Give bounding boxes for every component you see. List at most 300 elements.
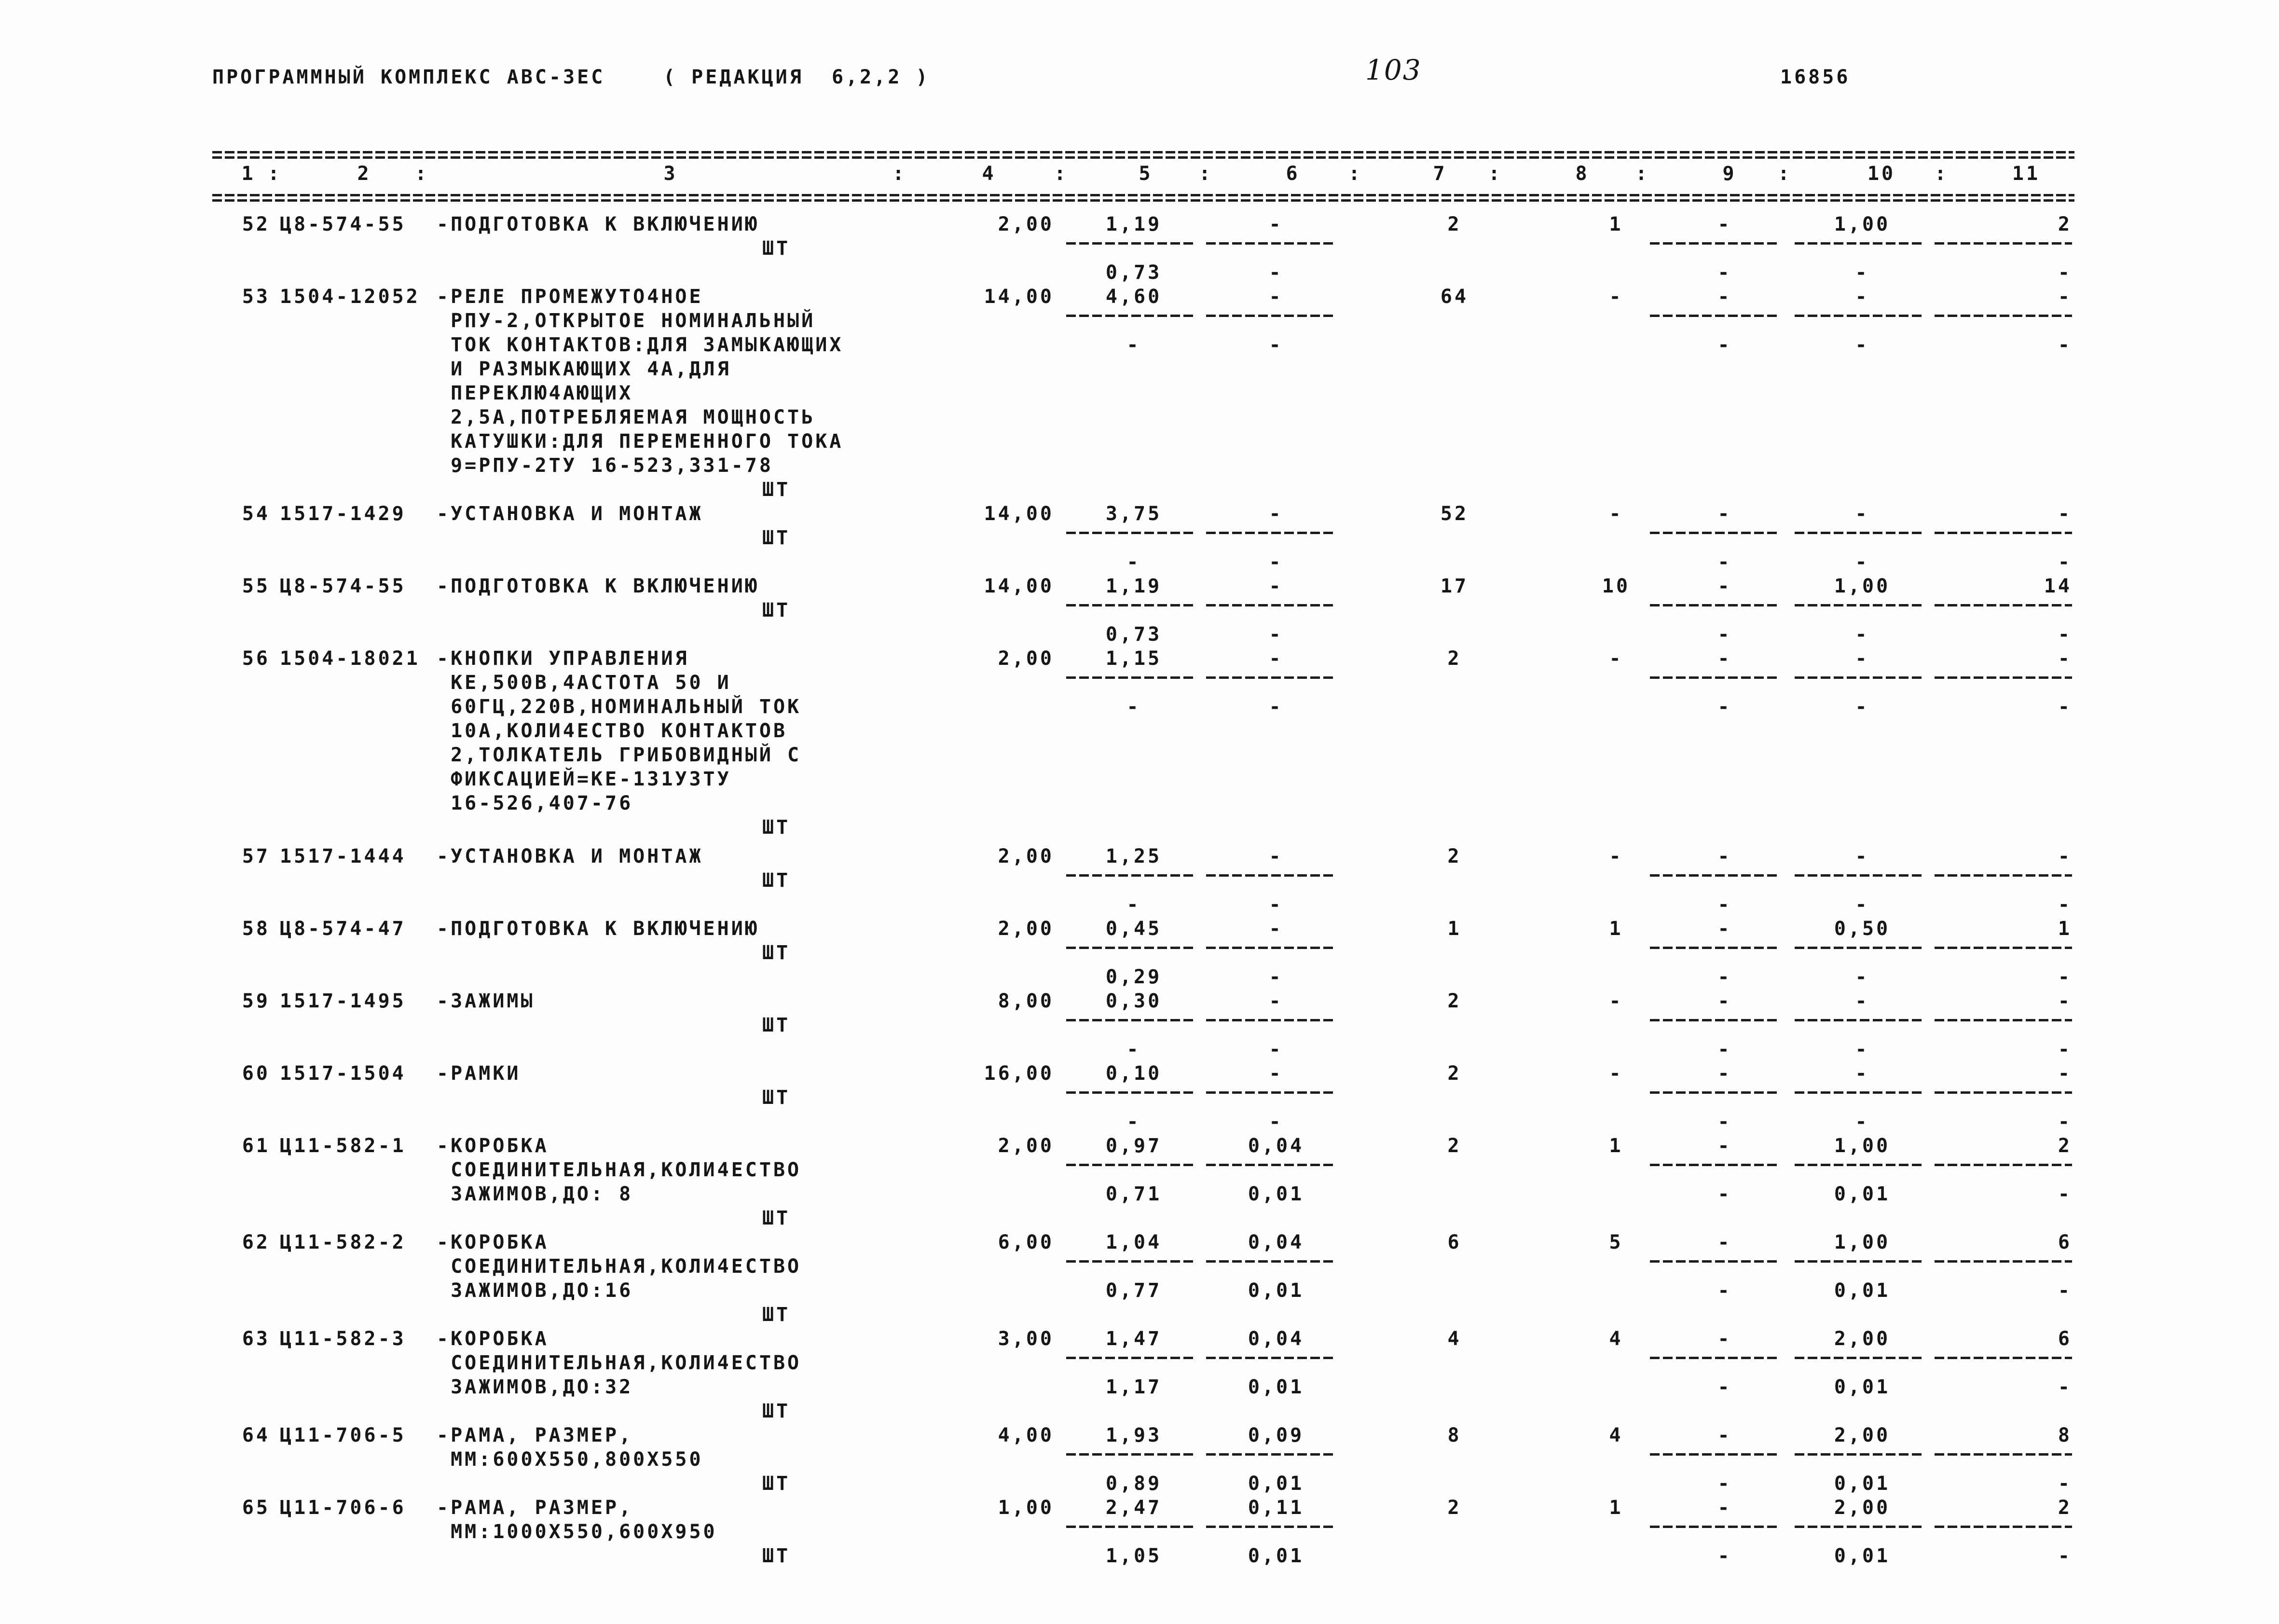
row-col11-value: - [2058,990,2072,1012]
value-divider [1935,1260,2072,1263]
row-name-line: ЗАЖИМОВ,ДО:16 [437,1280,633,1302]
row-col9-sub-value: - [1717,261,1732,284]
value-divider [1935,1357,2072,1359]
value-divider [1206,1453,1336,1456]
row-col5-sub-value: - [1126,1111,1141,1133]
row-col5-sub-value: - [1126,551,1141,573]
row-col6-sub-value: - [1269,696,1283,718]
row-quantity: 1,00 [998,1497,1054,1519]
value-divider [1795,1164,1925,1166]
row-number: 64 [242,1424,270,1446]
column-separator: : [1054,163,1069,185]
row-col9-value: - [1717,213,1732,235]
row-col5-value: 2,47 [1105,1497,1162,1519]
row-unit: ШТ [762,869,791,892]
row-col11-sub-value: - [2058,1038,2072,1060]
row-quantity: 2,00 [998,1135,1054,1157]
header-bottom-rule [212,194,2074,196]
row-col10-sub-value: - [1855,696,1869,718]
row-col5-sub-value: - [1126,696,1141,718]
row-col5-sub-value: 0,77 [1105,1280,1162,1302]
row-col10-value: - [1855,990,1869,1012]
row-code: 1517-1444 [280,845,406,867]
row-col7-value: 64 [1440,286,1469,308]
column-separator: : [268,163,282,185]
value-divider [1206,1019,1336,1021]
row-col11-sub-value: - [2058,1545,2072,1567]
row-col7-value: 17 [1440,575,1469,597]
value-divider [1066,1091,1196,1094]
row-col9-sub-value: - [1717,1473,1732,1495]
row-col6-value: - [1269,503,1283,525]
row-col9-value: - [1717,1328,1732,1350]
row-col10-value: 2,00 [1834,1424,1891,1446]
row-col6-value: - [1269,990,1283,1012]
row-col9-sub-value: - [1717,1038,1732,1060]
value-divider [1935,676,2072,679]
value-divider [1066,315,1196,317]
row-name-line: СОЕДИНИТЕЛЬНАЯ,КОЛИ4ЕСТВО [437,1159,802,1181]
column-separator: : [1635,163,1650,185]
row-col6-sub-value: 0,01 [1248,1183,1304,1205]
value-divider [1935,242,2072,245]
row-col9-sub-value: - [1717,894,1732,916]
row-name-line: 2,5А,ПОТРЕБЛЯЕМАЯ МОЩНОСТЬ [437,406,816,428]
page-number: 103 [1365,54,1422,86]
value-divider [1795,874,1925,877]
row-number: 58 [242,918,270,940]
value-divider [1206,1091,1336,1094]
row-code: 1517-1429 [280,503,406,525]
row-name-line: 16-526,407-76 [437,792,633,814]
row-name-line: ПЕРЕКЛЮ4АЮЩИХ [437,382,633,404]
row-col6-sub-value: - [1269,261,1283,284]
row-name-line: 60ГЦ,220В,НОМИНАЛЬНЫЙ ТОК [437,696,802,718]
row-col5-value: 1,47 [1105,1328,1162,1350]
row-col11-value: - [2058,647,2072,670]
row-name-line: 10А,КОЛИ4ЕСТВО КОНТАКТОВ [437,720,788,742]
row-col6-sub-value: - [1269,551,1283,573]
row-col6-sub-value: - [1269,1111,1283,1133]
row-col10-sub-value: - [1855,894,1869,916]
row-number: 55 [242,575,270,597]
row-col11-sub-value: - [2058,894,2072,916]
row-col10-value: 1,00 [1834,1135,1891,1157]
row-col5-value: 0,30 [1105,990,1162,1012]
row-unit: ШТ [762,1087,791,1109]
column-separator: : [1488,163,1503,185]
row-number: 56 [242,647,270,670]
value-divider [1650,242,1780,245]
row-col7-value: 2 [1447,1497,1462,1519]
column-number: 7 [1433,163,1447,185]
column-separator: : [892,163,907,185]
row-name-line: РПУ-2,ОТКРЫТОЕ НОМИНАЛЬНЫЙ [437,310,816,332]
row-col9-value: - [1717,845,1732,867]
row-number: 57 [242,845,270,867]
column-number: 10 [1867,163,1896,185]
value-divider [1066,242,1196,245]
row-code: 1517-1504 [280,1062,406,1085]
row-quantity: 14,00 [984,286,1054,308]
row-col5-value: 1,25 [1105,845,1162,867]
row-col9-sub-value: - [1717,1376,1732,1398]
row-number: 59 [242,990,270,1012]
row-col10-sub-value: - [1855,1111,1869,1133]
value-divider [1935,1019,2072,1021]
row-col6-value: 0,11 [1248,1497,1304,1519]
row-unit: ШТ [762,942,791,964]
program-edition: ( РЕДАКЦИЯ 6,2,2 ) [663,66,930,88]
row-col11-sub-value: - [2058,1183,2072,1205]
row-name-line: ФИКСАЦИЕЙ=КЕ-131У3ТУ [437,768,731,790]
value-divider [1066,532,1196,534]
row-col11-sub-value: - [2058,261,2072,284]
row-unit: ШТ [762,1400,791,1422]
row-col5-sub-value: - [1126,1038,1141,1060]
row-col5-sub-value: 0,73 [1105,261,1162,284]
row-name-line: КАТУШКИ:ДЛЯ ПЕРЕМЕННОГО ТОКА [437,430,844,453]
value-divider [1935,1526,2072,1528]
row-quantity: 16,00 [984,1062,1054,1085]
row-col8-value: 1 [1609,918,1623,940]
row-col8-value: - [1609,845,1623,867]
row-col9-sub-value: - [1717,966,1732,988]
row-name-line: -РАМКИ [437,1062,521,1085]
row-name-line: -РАМА, РАЗМЕР, [437,1424,633,1446]
row-name-line: ЗАЖИМОВ,ДО: 8 [437,1183,633,1205]
row-col11-value: 14 [2044,575,2072,597]
row-col11-value: 8 [2058,1424,2072,1446]
row-name-line: -УСТАНОВКА И МОНТАЖ [437,845,703,867]
row-col8-value: 1 [1609,1497,1623,1519]
column-number: 8 [1575,163,1590,185]
row-col7-value: 2 [1447,1062,1462,1085]
row-col10-value: 1,00 [1834,575,1891,597]
row-name-line: ММ:1000Х550,600Х950 [437,1521,717,1543]
row-name-line: -УСТАНОВКА И МОНТАЖ [437,503,703,525]
column-number: 6 [1286,163,1300,185]
table-top-rule [212,151,2074,153]
row-quantity: 2,00 [998,845,1054,867]
row-number: 65 [242,1497,270,1519]
row-name-line: ЗАЖИМОВ,ДО:32 [437,1376,633,1398]
row-col7-value: 2 [1447,647,1462,670]
row-col11-value: 2 [2058,1497,2072,1519]
row-col10-value: - [1855,286,1869,308]
value-divider [1650,1526,1780,1528]
row-unit: ШТ [762,816,791,839]
value-divider [1206,1357,1336,1359]
row-col7-value: 52 [1440,503,1469,525]
column-number: 2 [357,163,371,185]
row-col6-sub-value: - [1269,334,1283,356]
row-col6-value: 0,04 [1248,1231,1304,1253]
row-number: 61 [242,1135,270,1157]
row-col10-value: 2,00 [1834,1328,1891,1350]
value-divider [1795,1019,1925,1021]
row-name-line: 9=РПУ-2ТУ 16-523,331-78 [437,454,773,477]
table-top-rule-2 [212,156,2074,159]
value-divider [1206,874,1336,877]
value-divider [1066,1164,1196,1166]
row-col11-sub-value: - [2058,334,2072,356]
row-code: Ц11-706-5 [280,1424,406,1446]
row-col9-value: - [1717,575,1732,597]
column-number: 11 [2012,163,2041,185]
row-col5-value: 4,60 [1105,286,1162,308]
row-unit: ШТ [762,237,791,260]
row-col5-value: 0,97 [1105,1135,1162,1157]
row-unit: ШТ [762,599,791,621]
row-col10-sub-value: 0,01 [1834,1280,1891,1302]
value-divider [1206,604,1336,606]
row-col5-value: 1,19 [1105,213,1162,235]
row-col5-sub-value: 1,05 [1105,1545,1162,1567]
row-name-line: -КНОПКИ УПРАВЛЕНИЯ [437,647,689,670]
row-col6-value: 0,04 [1248,1328,1304,1350]
value-divider [1935,1164,2072,1166]
row-col8-value: - [1609,1062,1623,1085]
row-col9-sub-value: - [1717,551,1732,573]
value-divider [1935,1091,2072,1094]
row-code: Ц11-706-6 [280,1497,406,1519]
value-divider [1795,947,1925,949]
value-divider [1206,1164,1336,1166]
row-col6-sub-value: - [1269,966,1283,988]
row-col11-value: 2 [2058,213,2072,235]
row-col6-sub-value: - [1269,623,1283,646]
row-col5-value: 1,93 [1105,1424,1162,1446]
row-col11-value: - [2058,286,2072,308]
row-name-line: СОЕДИНИТЕЛЬНАЯ,КОЛИ4ЕСТВО [437,1352,802,1374]
value-divider [1650,1453,1780,1456]
value-divider [1935,1453,2072,1456]
value-divider [1795,1260,1925,1263]
row-col10-sub-value: 0,01 [1834,1376,1891,1398]
value-divider [1066,604,1196,606]
value-divider [1795,1091,1925,1094]
row-col11-value: - [2058,1062,2072,1085]
value-divider [1206,315,1336,317]
row-code: 1504-18021 [280,647,420,670]
value-divider [1066,1453,1196,1456]
row-col8-value: - [1609,647,1623,670]
row-col11-value: 6 [2058,1328,2072,1350]
row-col11-sub-value: - [2058,1376,2072,1398]
row-col6-value: - [1269,647,1283,670]
row-unit: ШТ [762,1304,791,1326]
row-col9-sub-value: - [1717,1545,1732,1567]
row-number: 52 [242,213,270,235]
row-code: Ц8-574-55 [280,575,406,597]
row-col9-value: - [1717,1497,1732,1519]
row-name-line: -КОРОБКА [437,1328,549,1350]
row-col10-value: - [1855,1062,1869,1085]
program-title: ПРОГРАММНЫЙ КОМПЛЕКС АВС-3ЕС [212,66,605,88]
value-divider [1935,315,2072,317]
row-col6-sub-value: 0,01 [1248,1280,1304,1302]
value-divider [1650,604,1780,606]
value-divider [1935,532,2072,534]
row-code: Ц11-582-2 [280,1231,406,1253]
row-col11-value: 2 [2058,1135,2072,1157]
row-col7-value: 6 [1447,1231,1462,1253]
value-divider [1066,676,1196,679]
row-col10-value: - [1855,503,1869,525]
row-col5-value: 1,15 [1105,647,1162,670]
row-col7-value: 2 [1447,213,1462,235]
row-col5-value: 3,75 [1105,503,1162,525]
row-col5-sub-value: 0,71 [1105,1183,1162,1205]
value-divider [1795,1453,1925,1456]
row-number: 63 [242,1328,270,1350]
row-col11-sub-value: - [2058,966,2072,988]
row-code: Ц8-574-47 [280,918,406,940]
row-col6-sub-value: - [1269,1038,1283,1060]
row-number: 54 [242,503,270,525]
row-name-line: -КОРОБКА [437,1135,549,1157]
value-divider [1650,1357,1780,1359]
row-col6-value: 0,09 [1248,1424,1304,1446]
row-col10-sub-value: - [1855,966,1869,988]
row-col9-sub-value: - [1717,1111,1732,1133]
value-divider [1935,874,2072,877]
row-code: 1504-12052 [280,286,420,308]
value-divider [1066,1260,1196,1263]
row-col9-value: - [1717,647,1732,670]
row-number: 60 [242,1062,270,1085]
row-col6-sub-value: - [1269,894,1283,916]
row-col11-sub-value: - [2058,1111,2072,1133]
column-separator: : [415,163,429,185]
value-divider [1795,1357,1925,1359]
row-col8-value: - [1609,286,1623,308]
row-col10-value: 1,00 [1834,1231,1891,1253]
value-divider [1650,532,1780,534]
row-col10-sub-value: - [1855,551,1869,573]
row-col6-value: - [1269,918,1283,940]
row-col11-sub-value: - [2058,696,2072,718]
row-unit: ШТ [762,527,791,549]
column-number: 1 [241,163,256,185]
value-divider [1066,874,1196,877]
row-col10-sub-value: 0,01 [1834,1473,1891,1495]
row-col8-value: 5 [1609,1231,1623,1253]
row-quantity: 2,00 [998,647,1054,670]
row-col11-value: - [2058,503,2072,525]
value-divider [1935,947,2072,949]
row-col9-sub-value: - [1717,1183,1732,1205]
value-divider [1206,1260,1336,1263]
row-name-line: СОЕДИНИТЕЛЬНАЯ,КОЛИ4ЕСТВО [437,1255,802,1278]
column-number: 3 [663,163,678,185]
row-col8-value: 10 [1602,575,1631,597]
row-col10-value: 2,00 [1834,1497,1891,1519]
row-name-line: КЕ,500В,4АСТОТА 50 И [437,672,731,694]
value-divider [1935,604,2072,606]
row-col7-value: 2 [1447,1135,1462,1157]
row-col5-sub-value: 0,73 [1105,623,1162,646]
row-col8-value: 1 [1609,1135,1623,1157]
row-quantity: 14,00 [984,575,1054,597]
value-divider [1795,532,1925,534]
row-col10-sub-value: - [1855,623,1869,646]
row-number: 53 [242,286,270,308]
row-col9-value: - [1717,1135,1732,1157]
row-name-line: -ПОДГОТОВКА К ВКЛЮЧЕНИЮ [437,918,759,940]
value-divider [1795,1526,1925,1528]
value-divider [1206,947,1336,949]
row-col10-value: - [1855,845,1869,867]
row-name-line: -КОРОБКА [437,1231,549,1253]
row-col5-sub-value: - [1126,334,1141,356]
row-col6-value: - [1269,213,1283,235]
row-col5-value: 0,45 [1105,918,1162,940]
row-name-line: -ЗАЖИМЫ [437,990,535,1012]
row-col10-sub-value: - [1855,334,1869,356]
row-name-line: -РЕЛЕ ПРОМЕЖУТО4НОЕ [437,286,703,308]
row-col6-sub-value: 0,01 [1248,1376,1304,1398]
row-col5-sub-value: 0,89 [1105,1473,1162,1495]
row-col9-value: - [1717,1231,1732,1253]
value-divider [1650,1091,1780,1094]
row-quantity: 4,00 [998,1424,1054,1446]
row-col11-sub-value: - [2058,1473,2072,1495]
value-divider [1206,242,1336,245]
row-col5-sub-value: - [1126,894,1141,916]
row-col8-value: - [1609,990,1623,1012]
row-quantity: 8,00 [998,990,1054,1012]
row-col9-sub-value: - [1717,1280,1732,1302]
value-divider [1795,604,1925,606]
row-col8-value: 4 [1609,1424,1623,1446]
row-col9-value: - [1717,503,1732,525]
row-col6-sub-value: 0,01 [1248,1545,1304,1567]
row-col7-value: 1 [1447,918,1462,940]
row-col10-sub-value: - [1855,261,1869,284]
row-col10-sub-value: 0,01 [1834,1545,1891,1567]
value-divider [1206,676,1336,679]
row-col9-sub-value: - [1717,334,1732,356]
row-col9-sub-value: - [1717,696,1732,718]
value-divider [1206,532,1336,534]
row-col8-value: 4 [1609,1328,1623,1350]
value-divider [1795,676,1925,679]
row-quantity: 3,00 [998,1328,1054,1350]
document-number: 16856 [1780,66,1851,88]
row-unit: ШТ [762,1545,791,1567]
row-col9-value: - [1717,1424,1732,1446]
row-code: 1517-1495 [280,990,406,1012]
value-divider [1066,947,1196,949]
value-divider [1066,1526,1196,1528]
value-divider [1066,1019,1196,1021]
value-divider [1066,1357,1196,1359]
row-name-line: 2,ТОЛКАТЕЛЬ ГРИБОВИДНЫЙ С [437,744,802,766]
row-quantity: 2,00 [998,213,1054,235]
row-col5-sub-value: 0,29 [1105,966,1162,988]
row-col7-value: 2 [1447,990,1462,1012]
value-divider [1650,676,1780,679]
row-col6-value: - [1269,1062,1283,1085]
value-divider [1650,874,1780,877]
row-unit: ШТ [762,1207,791,1229]
row-col11-value: 1 [2058,918,2072,940]
row-name-line: -ПОДГОТОВКА К ВКЛЮЧЕНИЮ [437,575,759,597]
row-col6-value: 0,04 [1248,1135,1304,1157]
row-code: Ц8-574-55 [280,213,406,235]
